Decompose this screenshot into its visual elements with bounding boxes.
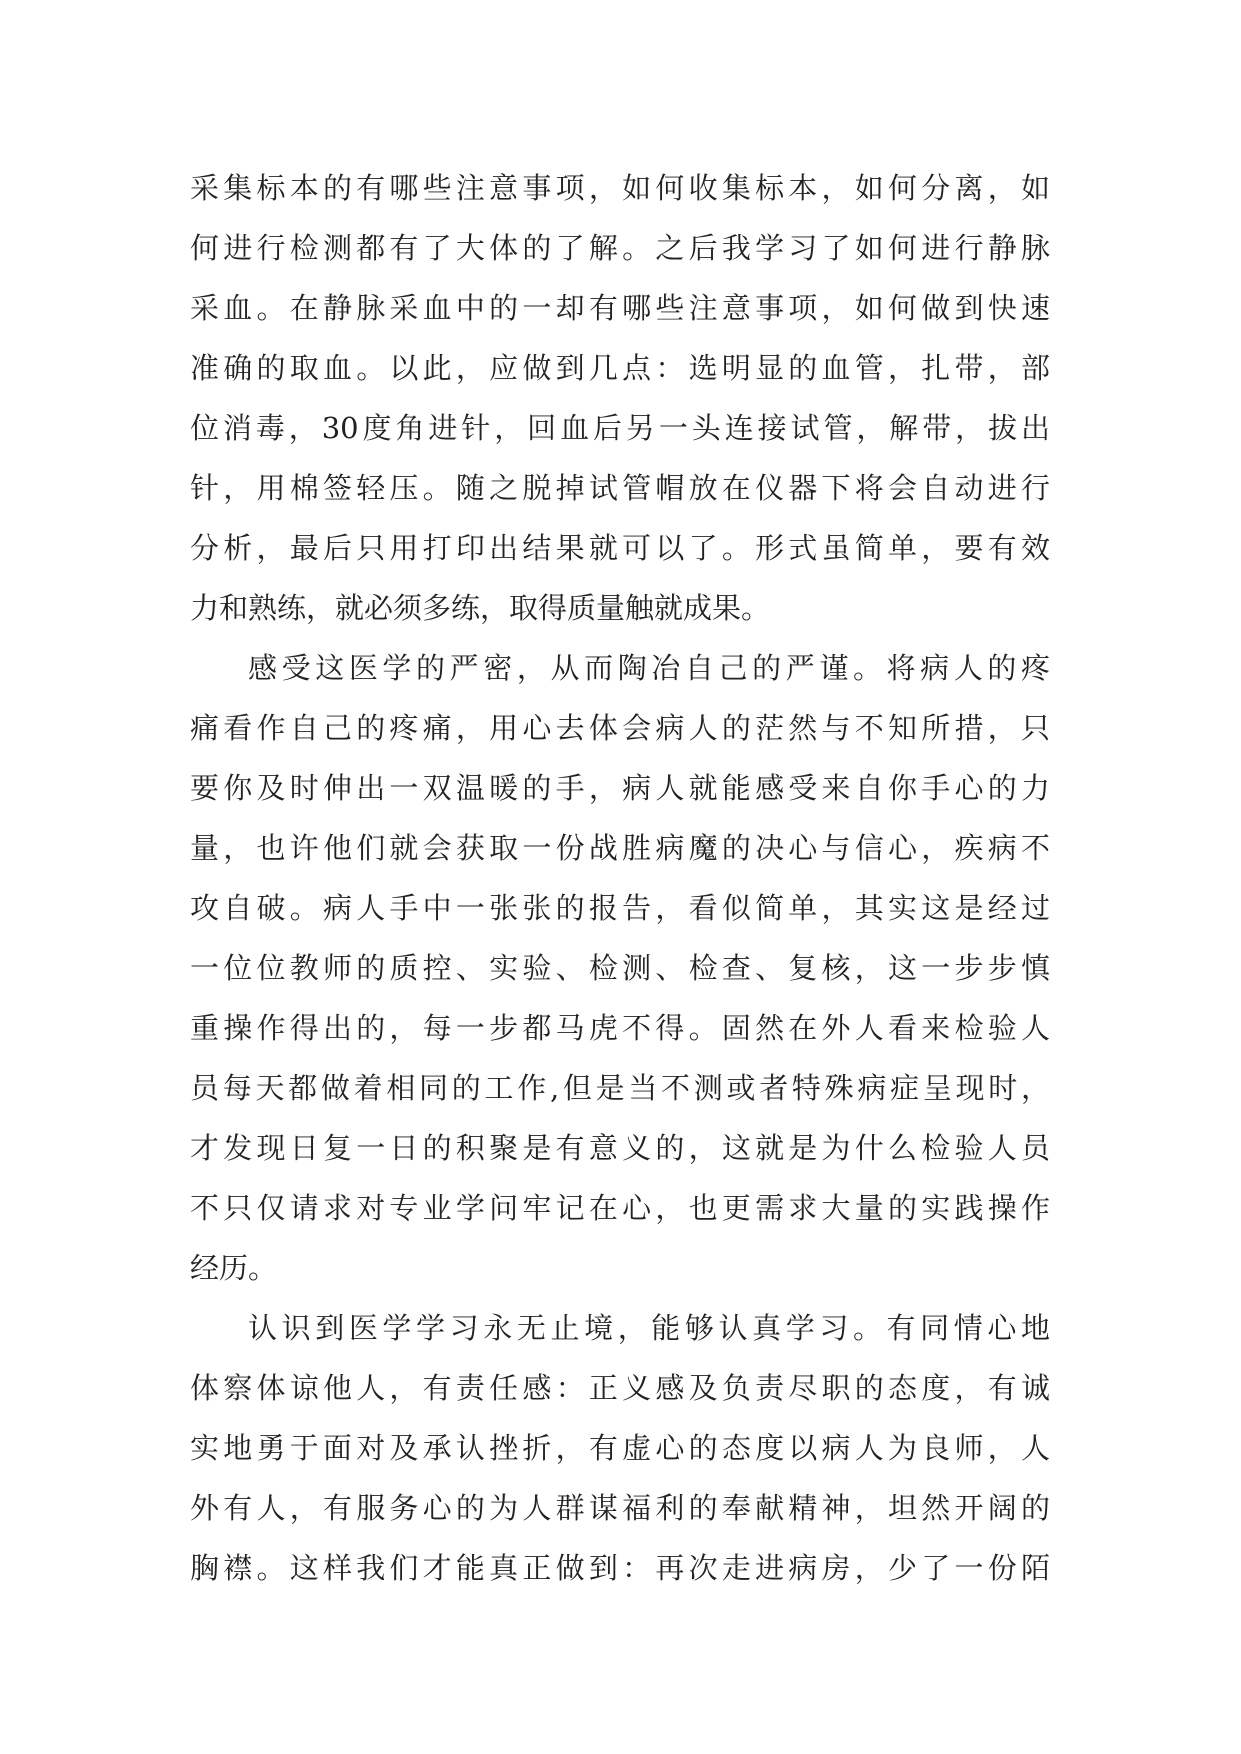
text-line: 痛看作自己的疼痛，用心去体会病人的茫然与不知所措，只: [190, 711, 1050, 745]
text-line: 准确的取血。以此，应做到几点：选明显的血管，扎带，部: [190, 351, 1050, 385]
text-line: 不只仅请求对专业学问牢记在心，也更需求大量的实践操作: [190, 1191, 1050, 1225]
text-line: 员每天都做着相同的工作,但是当不测或者特殊病症呈现时，: [190, 1071, 1050, 1105]
text-line: 要你及时伸出一双温暖的手，病人就能感受来自你手心的力: [190, 771, 1050, 805]
text-line: 一位位教师的质控、实验、检测、检查、复核，这一步步慎: [190, 951, 1050, 985]
text-line: 经历。: [190, 1251, 278, 1285]
text-line: 分析，最后只用打印出结果就可以了。形式虽简单，要有效: [190, 531, 1050, 565]
text-line: 重操作得出的，每一步都马虎不得。固然在外人看来检验人: [190, 1011, 1050, 1045]
text-line: 外有人，有服务心的为人群谋福利的奉献精神，坦然开阔的: [190, 1491, 1050, 1525]
text-line: 实地勇于面对及承认挫折，有虚心的态度以病人为良师，人: [190, 1431, 1050, 1465]
text-line: 体察体谅他人，有责任感：正义感及负责尽职的态度，有诚: [190, 1371, 1050, 1405]
text-line: 采集标本的有哪些注意事项，如何收集标本，如何分离，如: [190, 171, 1050, 205]
text-line: 认识到医学学习永无止境，能够认真学习。有同情心地: [248, 1311, 1050, 1345]
text-line: 采血。在静脉采血中的一却有哪些注意事项，如何做到快速: [190, 291, 1050, 325]
text-line: 量，也许他们就会获取一份战胜病魔的决心与信心，疾病不: [190, 831, 1050, 865]
text-line: 何进行检测都有了大体的了解。之后我学习了如何进行静脉: [190, 231, 1050, 265]
document-body: [190, 158, 1050, 1598]
text-line: 胸襟。这样我们才能真正做到：再次走进病房，少了一份陌: [190, 1551, 1050, 1585]
text-line: 针，用棉签轻压。随之脱掉试管帽放在仪器下将会自动进行: [190, 471, 1050, 505]
text-line: 才发现日复一日的积聚是有意义的，这就是为什么检验人员: [190, 1131, 1050, 1165]
text-line: 力和熟练，就必须多练，取得质量触就成果。: [190, 591, 771, 625]
text-line: 位消毒，30度角进针，回血后另一头连接试管，解带，拔出: [190, 411, 1050, 445]
text-line: 攻自破。病人手中一张张的报告，看似简单，其实这是经过: [190, 891, 1050, 925]
text-line: 感受这医学的严密，从而陶冶自己的严谨。将病人的疼: [248, 651, 1050, 685]
